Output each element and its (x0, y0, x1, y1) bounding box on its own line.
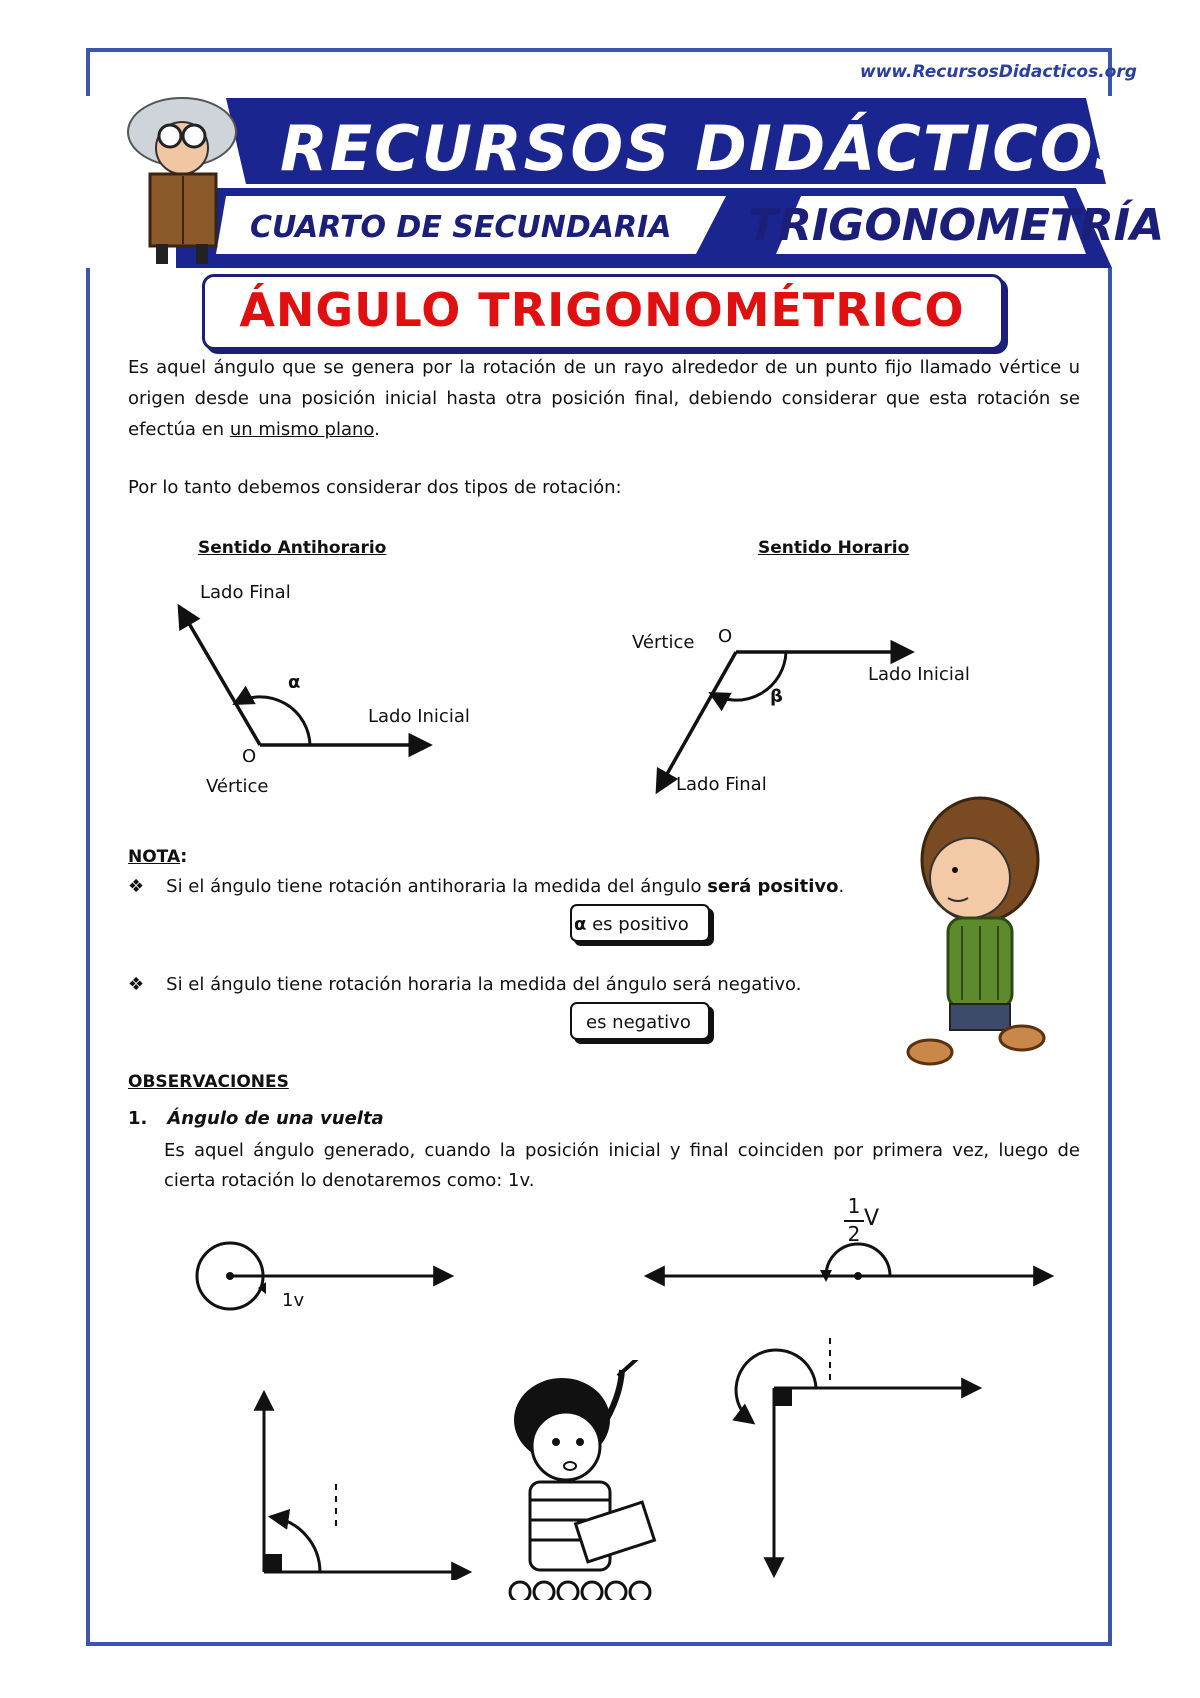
one-turn-diagram (180, 1236, 460, 1316)
counterclockwise-heading: Sentido Antihorario (198, 538, 387, 558)
half-numerator: 1 (847, 1194, 861, 1218)
observation-1-heading (128, 1108, 384, 1129)
half-turn-diagram (640, 1236, 1060, 1316)
cw-origin-label: O (718, 626, 733, 647)
cw-vertex-label: Vértice (632, 632, 695, 653)
cw-final-side-label: Lado Final (676, 774, 767, 795)
intro-underlined: un mismo plano (229, 419, 375, 440)
note-item-1-text: Si el ángulo tiene rotación antihoraria la medida del ángulo (166, 876, 708, 897)
note-heading-wrap (128, 846, 187, 867)
positive-box-text: es positivo (592, 914, 689, 935)
intro-text: Es aquel ángulo que se genera por la rotación de un rayo alrededor de un punto fijo llamado vértice u origen desde una posición inicial hasta otra posición final, debiendo considerar que esta rotación se efectúa en (128, 357, 1080, 440)
thinking-boy-illustration (500, 1360, 670, 1600)
ccw-origin-label: O (242, 746, 257, 767)
note-item-1 (128, 876, 844, 897)
note-item-1-end: . (838, 876, 845, 897)
bullet-icon: ❖ (128, 876, 145, 897)
intro-end: . (374, 419, 380, 440)
course-label: TRIGONOMETRÍA (748, 200, 1165, 251)
banner-title: RECURSOS DIDÁCTICOS (280, 112, 1142, 185)
cw-initial-side-label: Lado Inicial (868, 664, 970, 685)
grade-label: CUARTO DE SECUNDARIA (250, 210, 672, 245)
quarter-turn-ccw-diagram (240, 1380, 480, 1580)
observation-1-number: 1. (128, 1108, 148, 1129)
rotation-types-text: Por lo tanto debemos considerar dos tipos de rotación: (128, 477, 622, 498)
ccw-final-side-label: Lado Final (200, 582, 291, 603)
site-url[interactable]: www.RecursosDidacticos.org (860, 62, 1137, 82)
clockwise-heading: Sentido Horario (758, 538, 910, 558)
observation-1-title: Ángulo de una vuelta (167, 1108, 384, 1129)
note-colon: : (180, 846, 188, 867)
ccw-initial-side-label: Lado Inicial (368, 706, 470, 727)
observations-heading: OBSERVACIONES (128, 1072, 289, 1092)
note-item-2 (128, 974, 801, 995)
bullet-icon: ❖ (128, 974, 145, 995)
note-item-2-text: Si el ángulo tiene rotación horaria la medida del ángulo será negativo. (166, 974, 802, 995)
alpha-label: α (288, 672, 301, 693)
note-item-1-bold: será positivo (707, 876, 839, 897)
one-turn-label: 1v (282, 1290, 305, 1311)
walking-child-illustration (900, 790, 1050, 1080)
negative-box (570, 1002, 710, 1040)
quarter-turn-cw-diagram (730, 1330, 1000, 1590)
ccw-vertex-label: Vértice (206, 776, 269, 797)
observation-1-text: Es aquel ángulo generado, cuando la posición inicial y final coinciden por primera vez, luego de cierta rotación lo denotaremos como: 1v. (164, 1140, 1080, 1191)
beta-label: β (770, 686, 783, 707)
positive-box-symbol: α (574, 914, 587, 935)
half-denominator: 2 (847, 1222, 861, 1246)
positive-box (570, 904, 710, 942)
negative-box-text: es negativo (586, 1012, 691, 1033)
note-heading: NOTA (128, 847, 181, 867)
page-title: ÁNGULO TRIGONOMÉTRICO (239, 283, 965, 337)
half-unit: V (864, 1206, 880, 1231)
intro-paragraph (128, 352, 1080, 445)
